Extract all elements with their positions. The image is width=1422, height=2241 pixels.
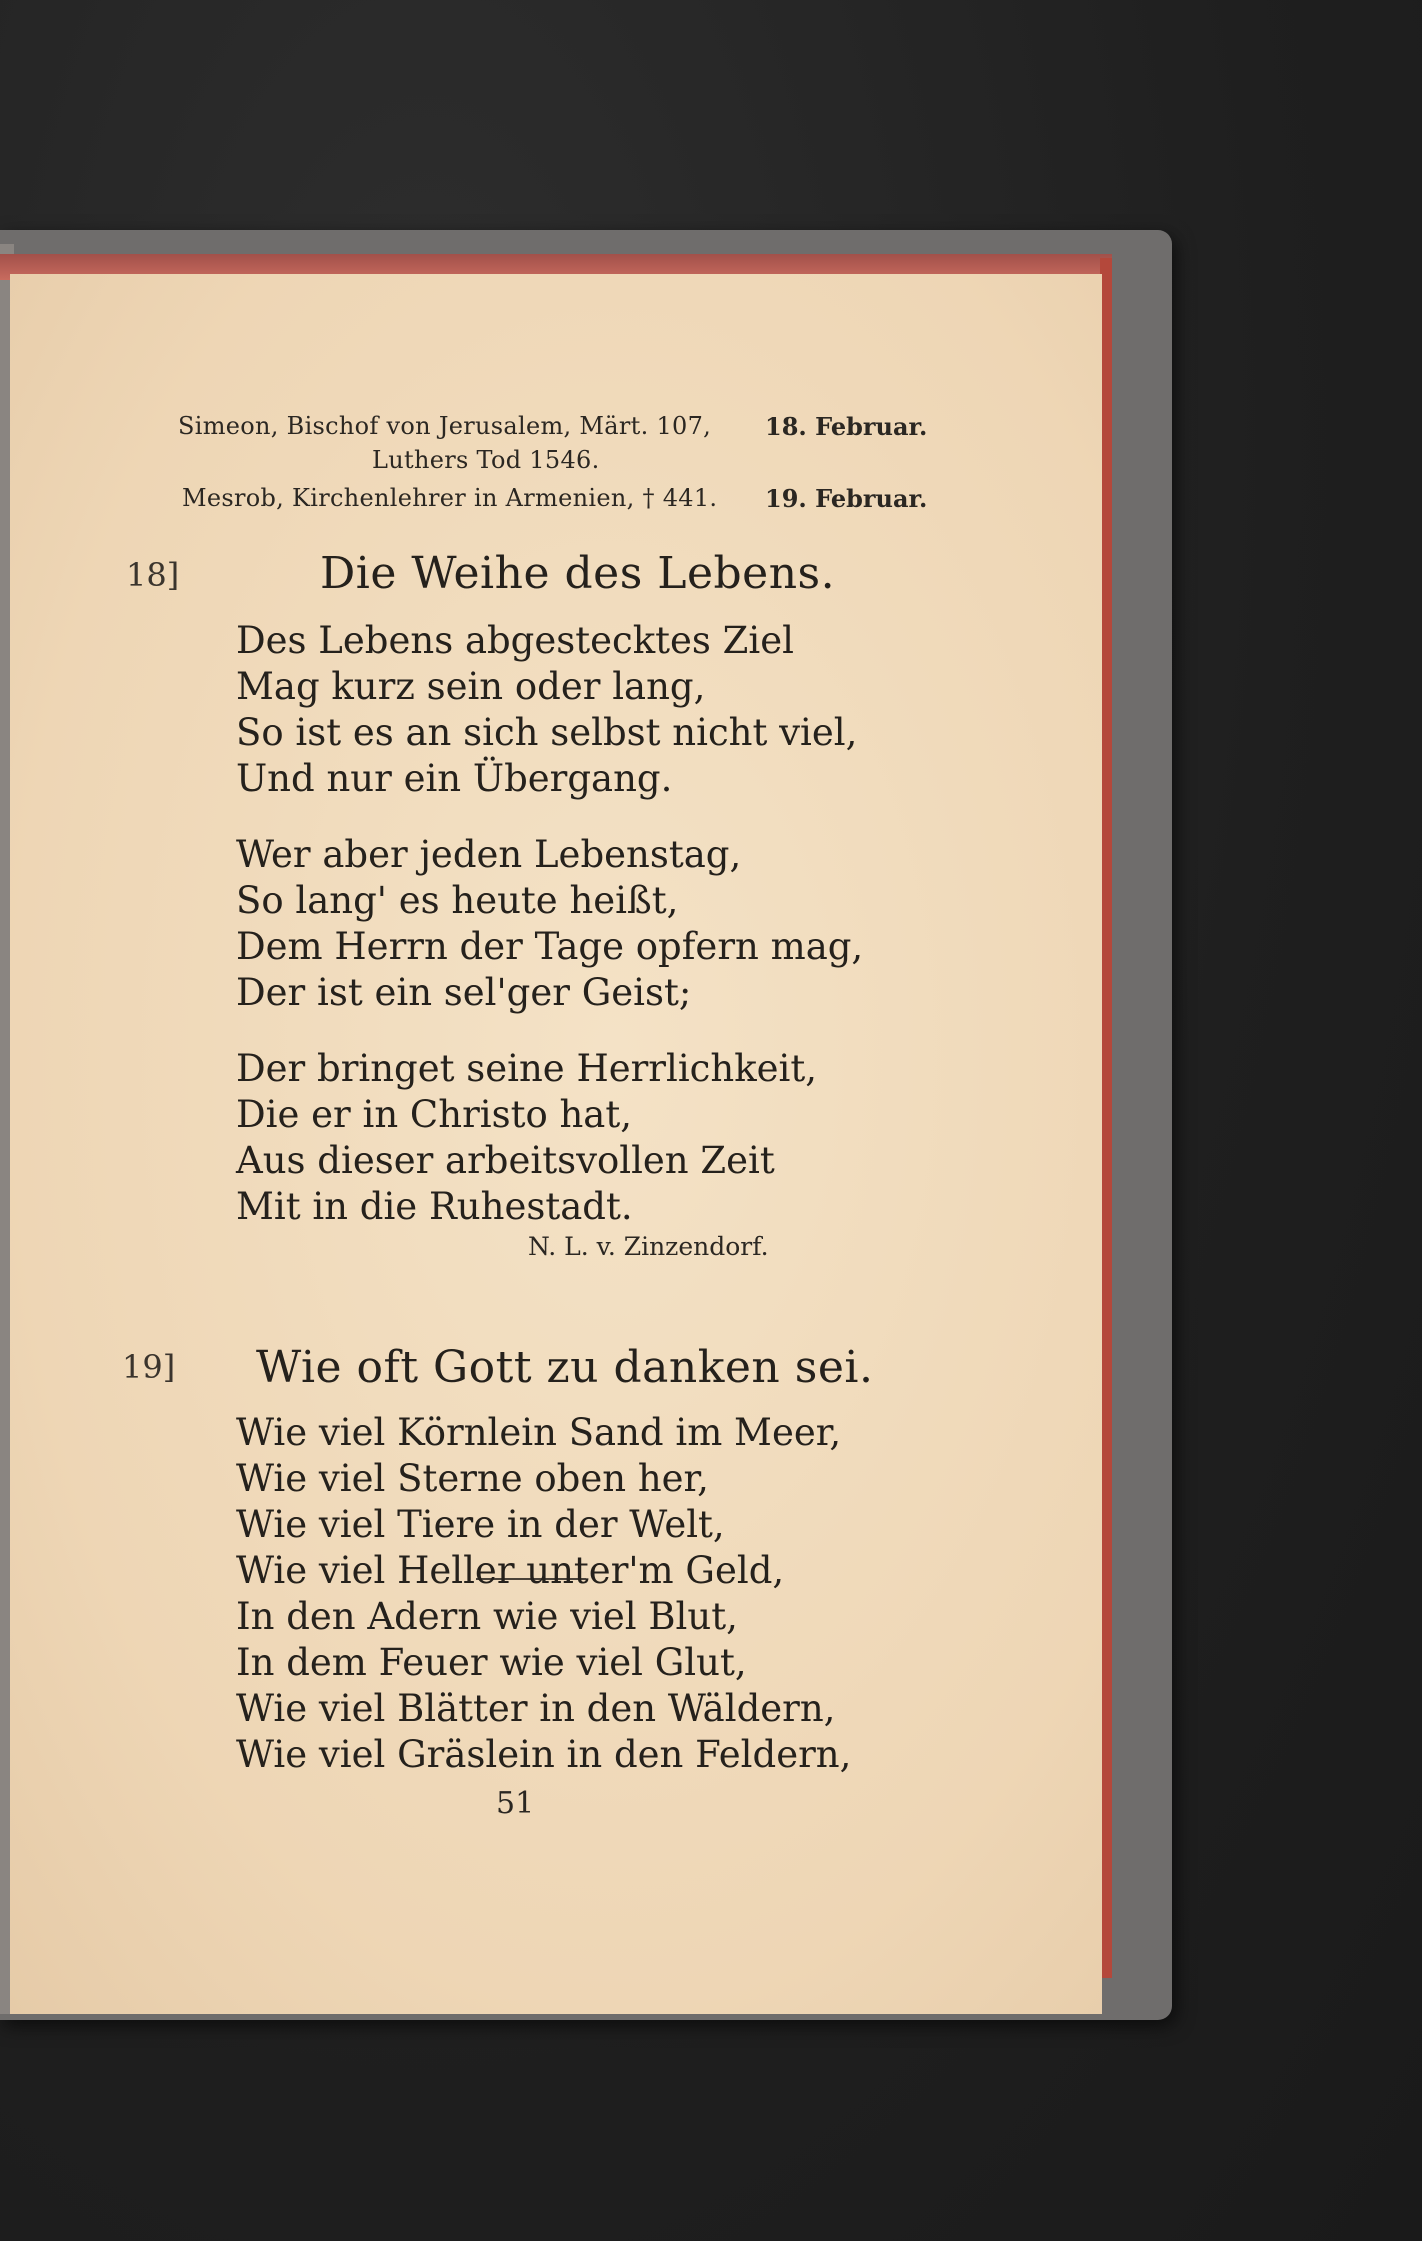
verse-line: Die er in Christo hat, <box>236 1093 632 1136</box>
verse-line: Der ist ein sel'ger Geist; <box>236 971 692 1014</box>
verse-line: In dem Feuer wie viel Glut, <box>236 1641 747 1684</box>
header-line-3: Mesrob, Kirchenlehrer in Armenien, † 441. <box>182 484 718 512</box>
book-page <box>10 274 1102 2014</box>
verse-line: Wer aber jeden Lebenstag, <box>236 833 742 876</box>
verse-line: Wie viel Blätter in den Wäldern, <box>236 1687 836 1730</box>
poem-title-2: Wie oft Gott zu danken sei. <box>256 1342 874 1393</box>
header-date-3: 19. Februar. <box>765 484 928 513</box>
verse-line: Der bringet seine Herrlichkeit, <box>236 1047 817 1090</box>
poem-number-19: 19] <box>122 1348 176 1386</box>
page-number: 51 <box>496 1786 535 1821</box>
poem1-stanza-3 <box>236 1046 817 1230</box>
verse-line: Wie viel Tiere in der Welt, <box>236 1503 725 1546</box>
poem2-verse <box>236 1410 851 1778</box>
verse-line: So ist es an sich selbst nicht viel, <box>236 711 858 754</box>
header-line-1: Simeon, Bischof von Jerusalem, Märt. 107, <box>178 412 712 440</box>
poem-title-1: Die Weihe des Lebens. <box>320 548 836 599</box>
verse-line: Aus dieser arbeitsvollen Zeit <box>236 1139 775 1182</box>
verse-line: Mag kurz sein oder lang, <box>236 665 706 708</box>
header-date-1: 18. Februar. <box>765 412 928 441</box>
verse-line: Wie viel Körnlein Sand im Meer, <box>236 1411 842 1454</box>
verse-line: So lang' es heute heißt, <box>236 879 679 922</box>
verse-line: In den Adern wie viel Blut, <box>236 1595 738 1638</box>
poem1-stanza-2 <box>236 832 863 1016</box>
verse-line: Wie viel Heller unter'm Geld, <box>236 1549 785 1592</box>
verse-line: Dem Herrn der Tage opfern mag, <box>236 925 864 968</box>
verse-line: Mit in die Ruhestadt. <box>236 1185 633 1228</box>
verse-line: Des Lebens abgestecktes Ziel <box>236 619 794 662</box>
poem1-author: N. L. v. Zinzendorf. <box>528 1232 769 1261</box>
verse-line: Wie viel Gräslein in den Feldern, <box>236 1733 852 1776</box>
verse-line: Und nur ein Übergang. <box>236 757 673 800</box>
header-line-2: Luthers Tod 1546. <box>372 446 600 474</box>
poem1-stanza-1 <box>236 618 857 802</box>
verse-line: Wie viel Sterne oben her, <box>236 1457 709 1500</box>
poem-number-18: 18] <box>126 556 180 594</box>
